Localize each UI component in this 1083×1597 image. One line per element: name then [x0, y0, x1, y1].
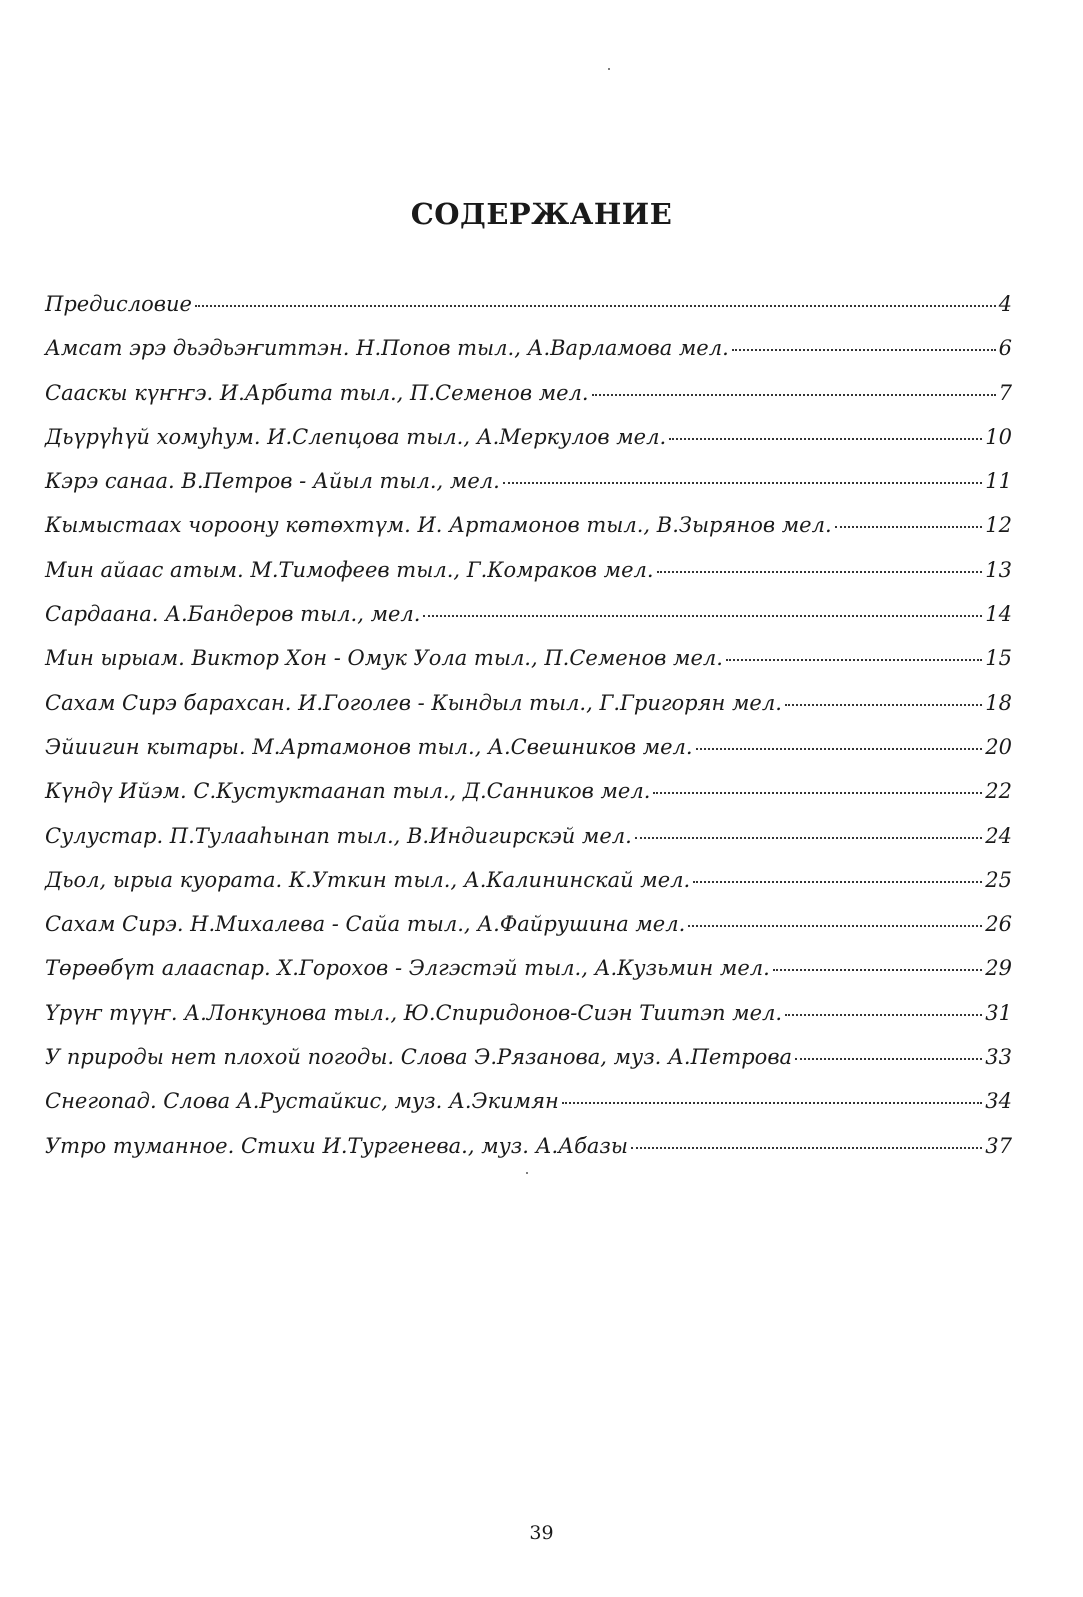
dot-leader [732, 349, 996, 351]
entry-title: Снегопад. Слова А.Рустайкис, муз. А.Экимян [45, 1089, 559, 1114]
entry-title: Кэрэ санаа. В.Петров - Айыл тыл., мел. [45, 469, 500, 494]
dot-leader [503, 482, 982, 484]
scan-speck [526, 1172, 528, 1174]
toc-entry [45, 381, 1012, 425]
entry-title: Амсат эрэ дьэдьэҥиттэн. Н.Попов тыл., А.Варламова мел. [45, 336, 729, 361]
table-of-contents [45, 292, 1012, 1178]
entry-title: Эйиигин кытары. М.Артамонов тыл., А.Свешников мел. [45, 734, 693, 759]
toc-entry [45, 691, 1012, 735]
toc-entry [45, 292, 1012, 336]
toc-entry [45, 1045, 1012, 1089]
dot-leader [693, 881, 982, 883]
toc-entry [45, 868, 1012, 912]
dot-leader [688, 925, 982, 927]
toc-entry [45, 735, 1012, 779]
toc-entry [45, 469, 1012, 513]
entry-page: 26 [985, 912, 1012, 937]
entry-page: 22 [985, 779, 1012, 804]
toc-entry [45, 513, 1012, 557]
toc-entry [45, 824, 1012, 868]
dot-leader [635, 837, 982, 839]
dot-leader [423, 615, 982, 617]
dot-leader [726, 659, 982, 661]
toc-entry [45, 336, 1012, 380]
entry-title: Үрүҥ түүҥ. А.Лонкунова тыл., Ю.Спиридонов-Сиэн Тиитэп мел. [45, 1000, 783, 1025]
entry-page: 24 [985, 823, 1012, 848]
entry-page: 13 [985, 557, 1012, 582]
entry-title: Дьол, ырыа куората. К.Уткин тыл., А.Калининскай мел. [45, 867, 691, 892]
entry-title: У природы нет плохой погоды. Слова Э.Рязанова, муз. А.Петрова [45, 1045, 793, 1070]
entry-title: Күндү Ийэм. С.Кустуктаанап тыл., Д.Санников мел. [45, 779, 651, 804]
toc-entry [45, 912, 1012, 956]
dot-leader [773, 969, 982, 971]
toc-entry [45, 1001, 1012, 1045]
entry-page: 29 [985, 956, 1012, 981]
entry-page: 15 [985, 646, 1012, 671]
dot-leader [657, 571, 983, 573]
page-number: 39 [529, 1522, 554, 1544]
entry-title: Утро туманное. Стихи И.Тургенева., муз. А.Абазы [45, 1133, 628, 1158]
toc-entry [45, 425, 1012, 469]
entry-title: Мин ырыам. Виктор Хон - Омук Уола тыл., П.Семенов мел. [45, 646, 723, 671]
entry-page: 12 [985, 513, 1012, 538]
entry-title: Кымыстаах чороону көтөхтүм. И. Артамонов тыл., В.Зырянов мел. [45, 513, 832, 538]
entry-page: 20 [985, 734, 1012, 759]
entry-page: 14 [985, 602, 1012, 627]
dot-leader [785, 1014, 982, 1016]
entry-page: 33 [985, 1045, 1012, 1070]
entry-title: Сааскы күҥҥэ. И.Арбита тыл., П.Семенов мел. [45, 380, 589, 405]
toc-entry [45, 1134, 1012, 1178]
entry-page: 34 [985, 1089, 1012, 1114]
dot-leader [835, 526, 983, 528]
entry-title: Сулустар. П.Тулааһынап тыл., В.Индигирскэй мел. [45, 823, 632, 848]
entry-title: Сардаана. А.Бандеров тыл., мел. [45, 602, 421, 627]
toc-entry [45, 558, 1012, 602]
entry-title: Мин айаас атым. М.Тимофеев тыл., Г.Комраков мел. [45, 557, 654, 582]
dot-leader [195, 305, 996, 307]
toc-entry [45, 956, 1012, 1000]
dot-leader [795, 1058, 982, 1060]
toc-entry [45, 779, 1012, 823]
entry-page: 6 [998, 336, 1012, 361]
entry-page: 18 [985, 690, 1012, 715]
entry-page: 11 [985, 469, 1012, 494]
dot-leader [592, 394, 996, 396]
entry-page: 4 [998, 292, 1012, 316]
toc-entry [45, 646, 1012, 690]
toc-entry [45, 1089, 1012, 1133]
entry-page: 31 [985, 1000, 1012, 1025]
dot-leader [631, 1147, 982, 1149]
dot-leader [669, 438, 982, 440]
toc-entry [45, 602, 1012, 646]
dot-leader [653, 792, 982, 794]
entry-title: Предисловие [45, 292, 192, 316]
page-title: СОДЕРЖАНИЕ [410, 197, 673, 231]
entry-page: 37 [985, 1133, 1012, 1158]
entry-title: Дьүрүһүй хомуһум. И.Слепцова тыл., А.Меркулов мел. [45, 424, 667, 449]
entry-title: Төрөөбүт алаaспар. Х.Горохов - Элгэстэй тыл., А.Кузьмин мел. [45, 956, 770, 981]
entry-page: 7 [998, 380, 1012, 405]
dot-leader [696, 748, 983, 750]
entry-title: Сахам Сирэ. Н.Михалева - Сайа тыл., А.Файрушина мел. [45, 912, 686, 937]
scan-speck [608, 68, 610, 70]
dot-leader [785, 704, 982, 706]
dot-leader [562, 1102, 982, 1104]
entry-page: 25 [985, 867, 1012, 892]
entry-page: 10 [985, 424, 1012, 449]
entry-title: Сахам Сирэ барахсан. И.Гоголев - Кындыл тыл., Г.Григорян мел. [45, 690, 782, 715]
